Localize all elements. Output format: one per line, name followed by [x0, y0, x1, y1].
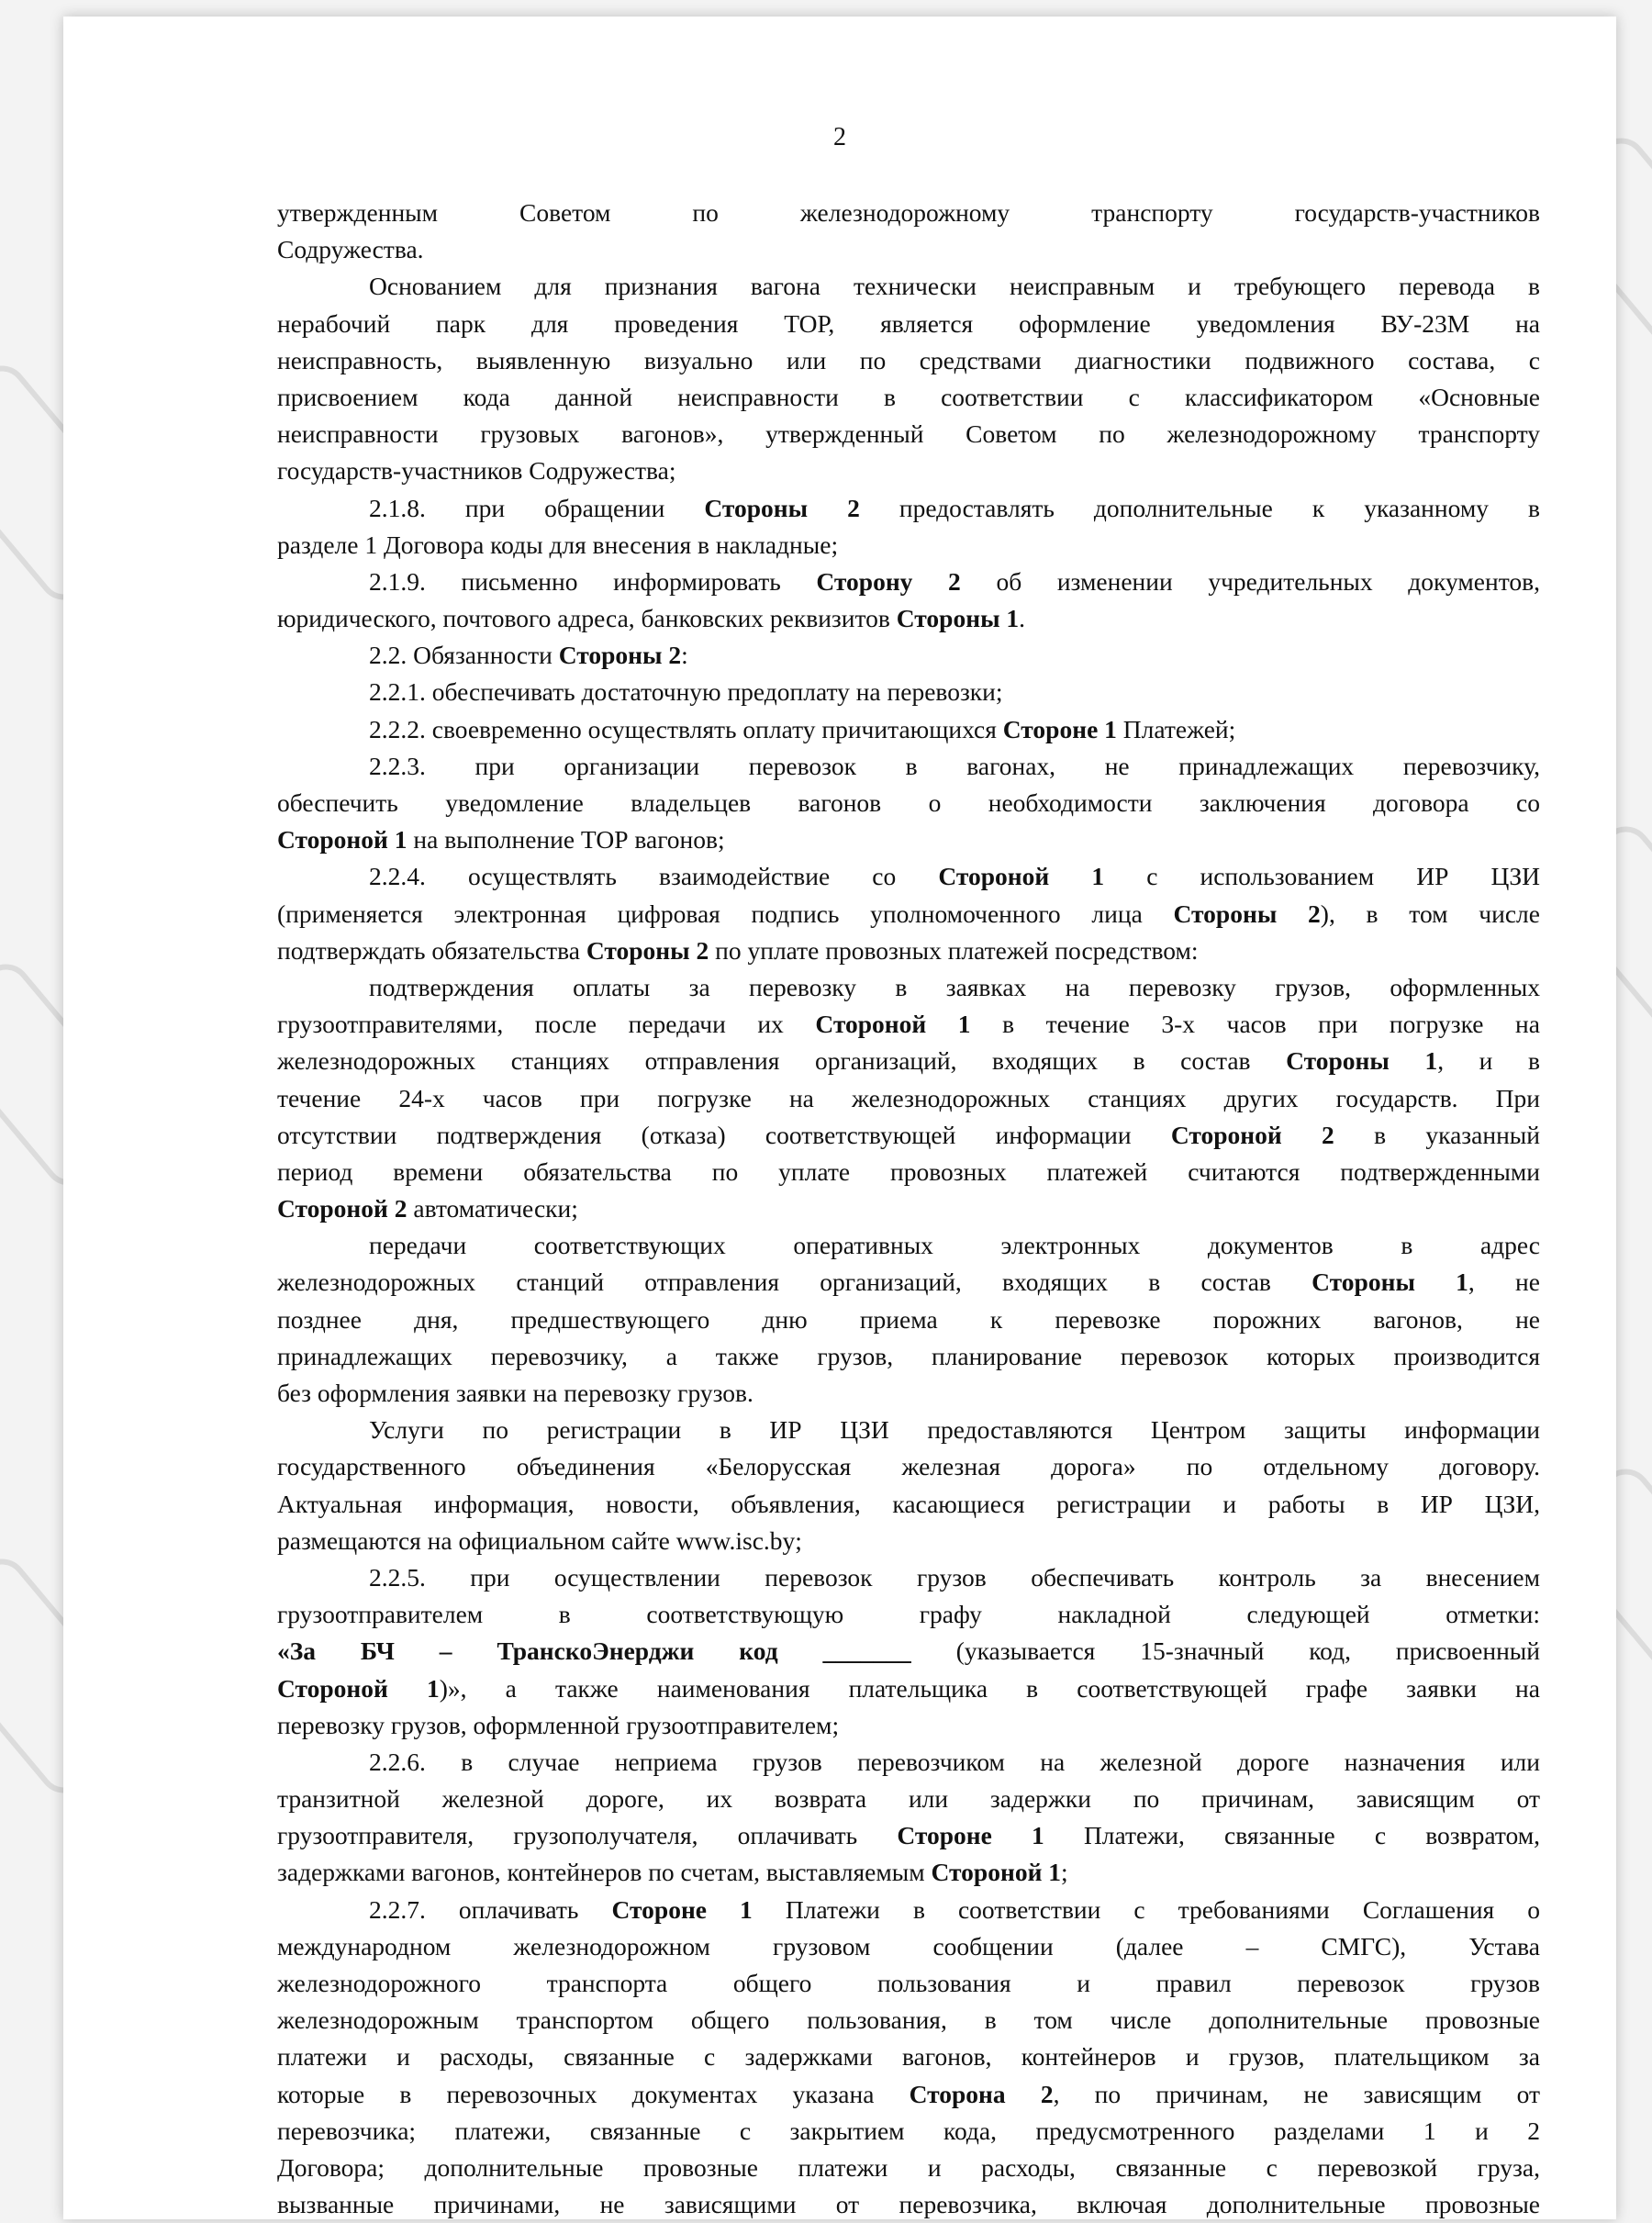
- text-line: [277, 2076, 1540, 2113]
- text-line: [277, 1338, 1540, 1375]
- text-line: [277, 821, 1540, 858]
- text-line: [277, 1375, 1540, 1412]
- text-run: вызванные причинами, не зависящими от перевозчика, включая дополнительные провозные: [277, 2190, 1540, 2219]
- text-line: [277, 1190, 1540, 1227]
- text-run: платежи и расходы, связанные с задержками вагонов, контейнеров и грузов, плательщиком за: [277, 2042, 1540, 2072]
- text-line: [277, 2186, 1540, 2223]
- text-line: [277, 2002, 1540, 2039]
- text-line: [277, 1559, 1540, 1596]
- text-run: Услуги по регистрации в ИР ЦЗИ предоставляются Центром защиты информации: [369, 1415, 1540, 1445]
- text-run: государств-участников Содружества;: [277, 456, 676, 486]
- bold-text-run: Стороне 1: [897, 1821, 1044, 1850]
- text-run: 2.2.3. при организации перевозок в вагонах, не принадлежащих перевозчику,: [369, 751, 1540, 780]
- text-run: позднее дня, предшествующего дню приема к перевозке порожних вагонов, не: [277, 1304, 1540, 1334]
- text-run: по уплате провозных платежей посредством:: [709, 935, 1199, 965]
- text-line: [277, 2039, 1540, 2075]
- text-run: :: [681, 641, 688, 670]
- text-line: [277, 1817, 1540, 1854]
- text-run: перевозку грузов, оформленной грузоотправителем;: [277, 1710, 840, 1739]
- text-run: .: [1019, 604, 1026, 633]
- text-run: принадлежащих перевозчику, а также грузов, планирование перевозок которых производится: [277, 1341, 1540, 1370]
- text-run: на выполнение ТОР вагонов;: [407, 825, 725, 855]
- text-line: [277, 1670, 1540, 1707]
- document-body: [277, 195, 1540, 2223]
- text-run: 2.1.9. письменно информировать: [369, 566, 817, 596]
- text-line: [277, 306, 1540, 342]
- bold-text-run: Стороне 1: [611, 1894, 753, 1924]
- text-run: подтверждения оплаты за перевозку в заявках на перевозку грузов, оформленных: [369, 972, 1540, 1001]
- text-run: грузоотправителями, после передачи их: [277, 1010, 816, 1039]
- text-run: , и в: [1437, 1046, 1540, 1076]
- text-run: грузоотправителем в соответствующую графу накладной следующей отметки:: [277, 1600, 1540, 1629]
- bold-text-run: Стороной 2: [277, 1194, 407, 1223]
- text-run: неисправность, выявленную визуально или по средствами диагностики подвижного состава, с: [277, 345, 1540, 374]
- text-run: размещаются на официальном сайте www.isc.by;: [277, 1525, 802, 1555]
- bold-text-run: Стороной 1: [277, 1673, 440, 1703]
- text-line: [277, 1965, 1540, 2002]
- text-line: [277, 1412, 1540, 1448]
- text-run: с использованием ИР ЦЗИ: [1104, 862, 1540, 891]
- bold-text-run: Стороне 1: [1002, 714, 1117, 743]
- bold-text-run: Стороной 2: [1170, 1120, 1334, 1149]
- text-run: Платежей;: [1116, 714, 1236, 743]
- text-line: [277, 858, 1540, 895]
- text-line: [277, 231, 1540, 268]
- text-run: железнодорожным транспортом общего пользования, в том числе дополнительные провозные: [277, 2005, 1540, 2035]
- text-line: [277, 1633, 1540, 1670]
- text-run: 2.2.1. обеспечивать достаточную предоплату на перевозки;: [369, 677, 1003, 707]
- text-line: [277, 1781, 1540, 1817]
- text-run: 2.2.7. оплачивать: [369, 1894, 612, 1924]
- text-run: железнодорожных станций отправления организаций, входящих в состав: [277, 1268, 1312, 1297]
- text-run: железнодорожных станциях отправления организаций, входящих в состав: [277, 1046, 1287, 1076]
- text-line: [277, 674, 1540, 710]
- text-line: [277, 1154, 1540, 1190]
- bold-text-run: Стороной 1: [815, 1010, 971, 1039]
- text-line: [277, 1448, 1540, 1485]
- text-run: перевозчика; платежи, связанные с закрытием кода, предусмотренного разделами 1 и 2: [277, 2116, 1540, 2145]
- text-line: [277, 2113, 1540, 2150]
- text-run: автоматически;: [407, 1194, 578, 1223]
- text-line: [277, 490, 1540, 527]
- text-run: без оформления заявки на перевозку грузов.: [277, 1379, 753, 1407]
- text-line: [277, 933, 1540, 969]
- text-line: [277, 748, 1540, 785]
- bold-text-run: Стороной 1: [938, 862, 1105, 891]
- text-run: период времени обязательства по уплате провозных платежей считаются подтвержденными: [277, 1156, 1540, 1186]
- text-line: [277, 785, 1540, 821]
- text-run: (указывается 15-значный код, присвоенный: [910, 1637, 1540, 1666]
- text-run: (применяется электронная цифровая подпись уполномоченного лица: [277, 899, 1174, 928]
- bold-text-run: Стороны 2: [586, 935, 709, 965]
- text-run: 2.2. Обязанности: [369, 641, 559, 670]
- bold-text-run: Стороны 1: [1312, 1268, 1468, 1297]
- text-run: задержками вагонов, контейнеров по счетам, выставляемым: [277, 1858, 932, 1887]
- text-line: [277, 1928, 1540, 1965]
- bold-text-run: Стороны 2: [704, 493, 860, 522]
- text-run: Платежи, связанные с возвратом,: [1044, 1821, 1540, 1850]
- text-line: [277, 1486, 1540, 1523]
- text-line: [277, 1080, 1540, 1117]
- text-run: утвержденным Советом по железнодорожному транспорту государств-участников: [277, 198, 1540, 227]
- text-line: [277, 1043, 1540, 1079]
- text-run: , по причинам, не зависящим от: [1053, 2079, 1540, 2108]
- text-line: [277, 1117, 1540, 1154]
- text-run: железнодорожного транспорта общего пользования и правил перевозок грузов: [277, 1969, 1540, 1997]
- text-line: [277, 527, 1540, 564]
- text-line: [277, 1854, 1540, 1891]
- text-run: ), в том числе: [1320, 899, 1540, 928]
- text-line: [277, 2150, 1540, 2186]
- text-line: [277, 342, 1540, 379]
- text-line: [277, 711, 1540, 748]
- text-line: [277, 1892, 1540, 1928]
- bold-text-run: Стороны 1: [1286, 1046, 1438, 1076]
- text-run: в течение 3-х часов при погрузке на: [970, 1010, 1540, 1039]
- text-line: [277, 969, 1540, 1006]
- text-line: [277, 1744, 1540, 1781]
- text-run: 2.2.6. в случае неприема грузов перевозчиком на железной дороге назначения или: [369, 1747, 1540, 1776]
- bold-text-run: Стороны 1: [896, 604, 1020, 633]
- text-run: разделе 1 Договора коды для внесения в накладные;: [277, 530, 839, 559]
- bold-text-run: Стороной 1: [931, 1858, 1062, 1887]
- text-run: Основанием для признания вагона технически неисправным и требующего перевода в: [369, 272, 1540, 301]
- text-line: [277, 379, 1540, 416]
- text-line: [277, 1264, 1540, 1301]
- text-run: 2.2.5. при осуществлении перевозок грузов обеспечивать контроль за внесением: [369, 1562, 1540, 1592]
- text-line: [277, 1227, 1540, 1264]
- text-run: грузоотправителя, грузополучателя, оплачивать: [277, 1821, 898, 1850]
- text-run: Договора; дополнительные провозные платежи и расходы, связанные с перевозкой груза,: [277, 2152, 1540, 2182]
- text-run: 2.1.8. при обращении: [369, 493, 705, 522]
- text-line: [277, 600, 1540, 637]
- bold-text-run: Стороны 2: [1173, 899, 1321, 928]
- text-line: [277, 1707, 1540, 1744]
- text-line: [277, 1006, 1540, 1043]
- text-run: 2.2.4. осуществлять взаимодействие со: [369, 862, 939, 891]
- text-line: [277, 1523, 1540, 1559]
- text-run: 2.2.2. своевременно осуществлять оплату причитающихся: [369, 714, 1003, 743]
- text-run: Содружества.: [277, 235, 424, 264]
- bold-text-run: Стороны 2: [558, 641, 682, 670]
- text-run: об изменении учредительных документов,: [960, 566, 1540, 596]
- text-line: [277, 1301, 1540, 1338]
- text-run: присвоением кода данной неисправности в соответствии с классификатором «Основные: [277, 382, 1540, 411]
- text-run: ;: [1061, 1858, 1068, 1887]
- text-run: государственного объединения «Белорусская железная дорога» по отдельному договору.: [277, 1452, 1540, 1481]
- text-line: [277, 195, 1540, 231]
- bold-text-run: Стороной 1: [277, 825, 407, 855]
- text-line: [277, 564, 1540, 600]
- text-run: неисправности грузовых вагонов», утвержденный Советом по железнодорожному транспорту: [277, 419, 1540, 449]
- bold-text-run: Сторону 2: [816, 566, 961, 596]
- text-run: Платежи в соответствии с требованиями Соглашения о: [752, 1894, 1540, 1924]
- text-line: [277, 268, 1540, 305]
- text-run: которые в перевозочных документах указана: [277, 2079, 910, 2108]
- page-number: 2: [833, 123, 846, 151]
- text-line: [277, 452, 1540, 489]
- text-line: [277, 896, 1540, 933]
- document-page: [63, 17, 1616, 2219]
- text-run: )», а также наименования плательщика в соответствующей графе заявки на: [439, 1673, 1540, 1703]
- text-run: транзитной железной дороге, их возврата или задержки по причинам, зависящим от: [277, 1784, 1540, 1814]
- text-line: [277, 1596, 1540, 1633]
- text-run: предоставлять дополнительные к указанному в: [859, 493, 1540, 522]
- text-run: , не: [1468, 1268, 1540, 1297]
- text-run: обеспечить уведомление владельцев вагонов о необходимости заключения договора со: [277, 788, 1540, 817]
- text-run: передачи соответствующих оперативных электронных документов в адрес: [369, 1231, 1540, 1260]
- bold-text-run: Сторона 2: [909, 2079, 1054, 2108]
- text-run: течение 24-х часов при погрузке на железнодорожных станциях других государств. При: [277, 1083, 1540, 1112]
- text-line: [277, 416, 1540, 452]
- text-run: отсутствии подтверждения (отказа) соответствующей информации: [277, 1120, 1171, 1149]
- text-run: подтверждать обязательства: [277, 935, 586, 965]
- text-run: юридического, почтового адреса, банковских реквизитов: [277, 604, 897, 633]
- bold-text-run: «За БЧ – ТранскоЭнерджи код _______: [277, 1637, 911, 1666]
- text-run: нерабочий парк для проведения ТОР, является оформление уведомления ВУ-23М на: [277, 308, 1540, 338]
- text-line: [277, 637, 1540, 674]
- text-run: в указанный: [1334, 1120, 1540, 1149]
- text-run: международном железнодорожном грузовом сообщении (далее – СМГС), Устава: [277, 1931, 1540, 1960]
- text-run: Актуальная информация, новости, объявления, касающиеся регистрации и работы в ИР ЦЗИ,: [277, 1489, 1540, 1518]
